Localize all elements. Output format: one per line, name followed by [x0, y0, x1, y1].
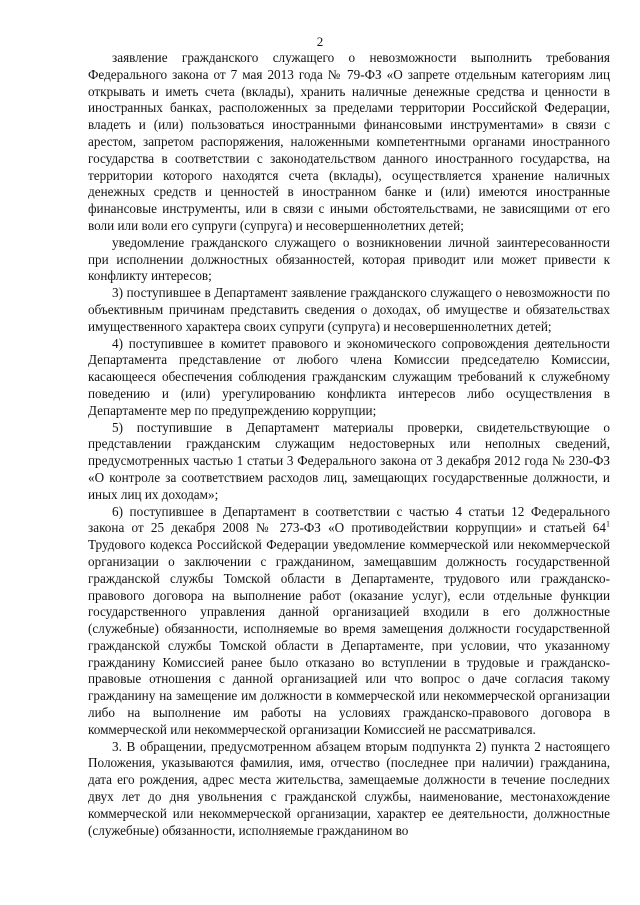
item-6-text-end: Трудового кодекса Российской Федерации уведомление коммерческой или некоммерческой организации о заключении с гражданином, замещавшим должность государственной гражданской службы Томской области в Департаменте, трудового или гражданско-правового договора на выполнение работ (оказание услуг), если отдельные функции государственного управления данной организацией входили в его должностные (служебные) обязанности, исполняемые во время замещения должности государственной гражданской службы Томской области в Департаменте, при условии, что указанному гражданину Комиссией ранее было отказано во вступлении в трудовые и гражданско-правовые отношения с данной организацией или что вопрос о даче согласия такому гражданину на замещение им должности в коммерческой или некоммерческой организации либо на выполнение им работы на условиях гражданско-правового договора в коммерческой или некоммерческой организации Комиссией не рассматривался.: [88, 537, 610, 737]
item-6-text-start: 6) поступившее в Департамент в соответствии с частью 4 статьи 12 Федерального закона от 25 декабря 2008 № 273-ФЗ «О противодействии коррупции» и статьей 64: [88, 503, 610, 536]
paragraph-item-3: 3) поступившее в Департамент заявление гражданского служащего о невозможности по объективным причинам представить сведения о доходах, об имуществе и обязательствах имущественного характера своих супруги (супруга) и несовершеннолетних детей;: [88, 285, 610, 334]
paragraph-section-3: 3. В обращении, предусмотренном абзацем вторым подпункта 2) пункта 2 настоящего Положения, указываются фамилия, имя, отчество (последнее при наличии) гражданина, дата его рождения, адрес места жительства, замещаемые должности в течение последних двух лет до дня увольнения с гражданской службы, наименование, местонахождение коммерческой или некоммерческой организации, характер ее деятельности, должностные (служебные) обязанности, исполняемые гражданином во: [88, 738, 610, 838]
paragraph-statement-continuation: заявление гражданского служащего о невозможности выполнить требования Федерального закона от 7 мая 2013 года № 79-ФЗ «О запрете отдельным категориям лиц открывать и иметь счета (вклады), хранить наличные денежные средства и ценности в иностранных банках, расположенных за пределами территории Российской Федерации, владеть и (или) пользоваться иностранными финансовыми инструментами» в связи с арестом, запретом распоряжения, наложенными компетентными органами иностранного государства в соответствии с законодательством данного иностранного государства, на территории которого находятся счета (вклады), осуществляется хранение наличных денежных средств и ценностей в иностранном банке и (или) имеются иностранные финансовые инструменты, или в связи с иными обстоятельствами, не зависящими от его воли или воли его супруги (супруга) и несовершеннолетних детей;: [88, 50, 610, 233]
page-number: 2: [316, 34, 324, 49]
paragraph-conflict-notification: уведомление гражданского служащего о возникновении личной заинтересованности при исполнении должностных обязанностей, которая приводит или может привести к конфликту интересов;: [88, 234, 610, 284]
paragraph-item-6: [88, 504, 610, 739]
article-superscript: 1: [606, 519, 610, 529]
paragraph-item-4: 4) поступившее в комитет правового и экономического сопровождения деятельности Департамента представление от любого члена Комиссии председателю Комиссии, касающееся обеспечения соблюдения гражданским служащим требований к служебному поведению и (или) урегулированию конфликта интересов либо осуществления в Департаменте мер по предупреждению коррупции;: [88, 335, 610, 418]
document-body: [88, 50, 610, 839]
paragraph-item-5: 5) поступившие в Департамент материалы проверки, свидетельствующие о представлении гражданским служащим недостоверных или неполных сведений, предусмотренных частью 1 статьи 3 Федерального закона от 3 декабря 2012 года № 230-ФЗ «О контроле за соответствием расходов лиц, замещающих государственные должности, и иных лиц их доходам»;: [88, 419, 610, 502]
